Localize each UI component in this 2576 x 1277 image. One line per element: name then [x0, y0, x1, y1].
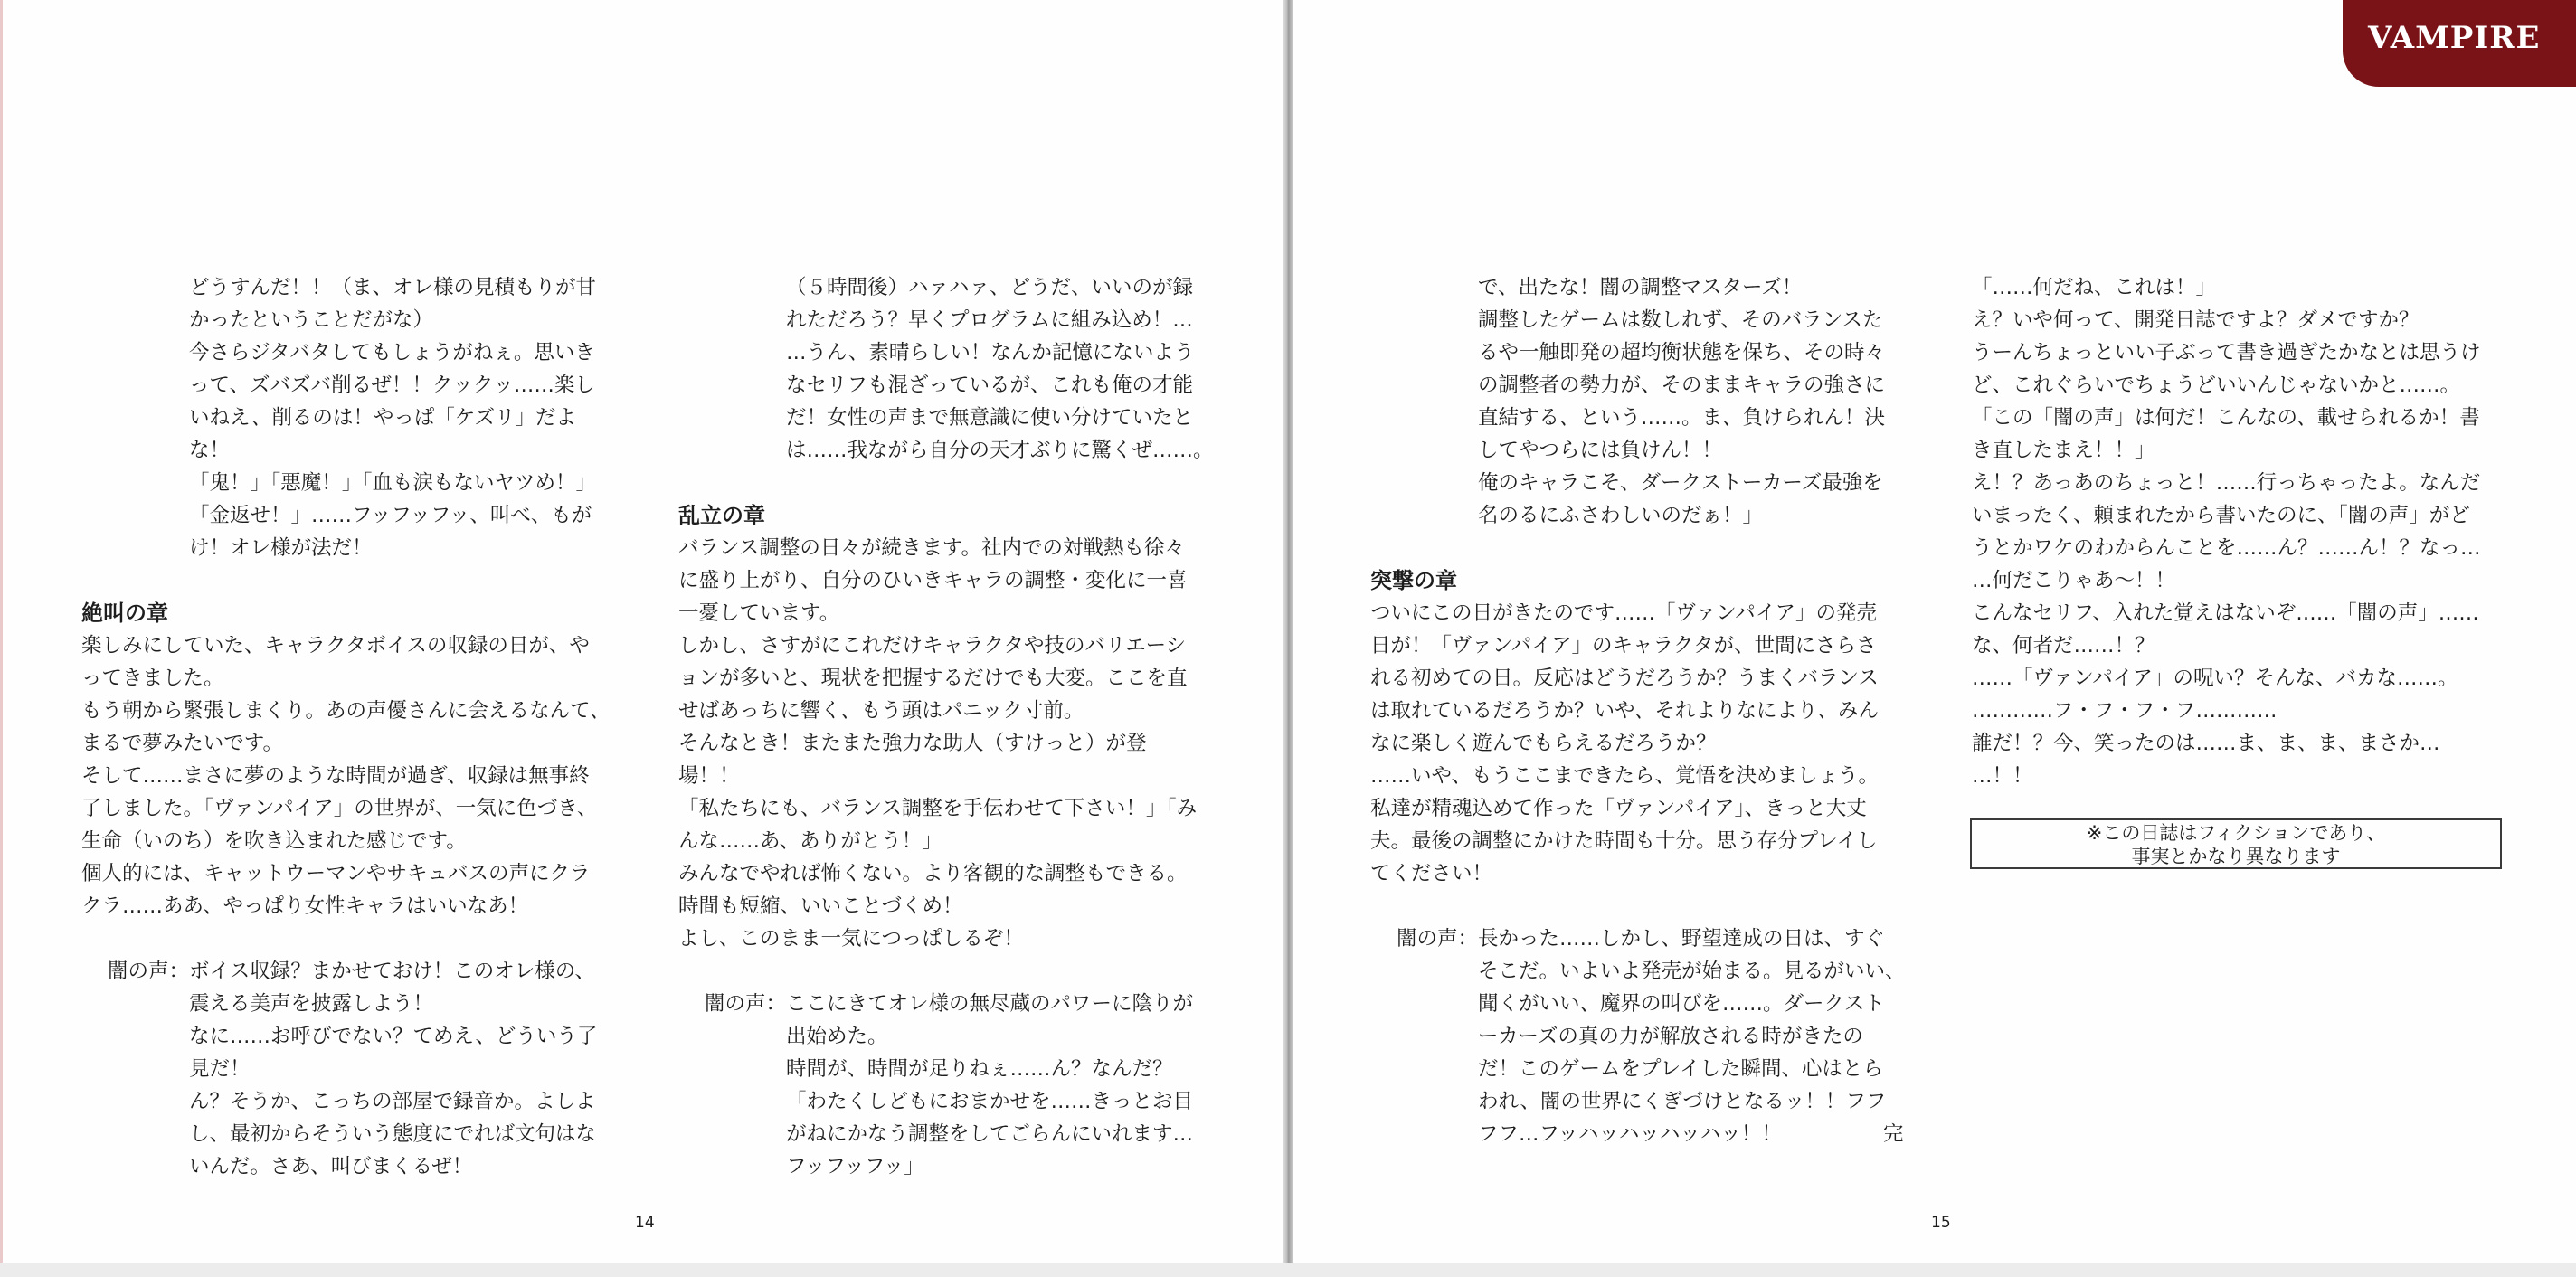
text-line: 生命（いのち）を吹き込まれた感じです。	[81, 829, 467, 853]
text-line: き直したまえ！！」	[1972, 439, 2155, 462]
disclaimer-line: ※この日誌はフィクションであり、	[2086, 822, 2386, 844]
text-line: フッフッフッ」	[786, 1155, 924, 1178]
text-line: 夫。最後の調整にかけた時間も十分。思う存分プレイし	[1370, 829, 1878, 853]
section-heading: 突撃の章	[1370, 568, 1457, 593]
text-line: 「金返せ！」……フッフッフッ、叫べ、もが	[189, 504, 592, 527]
text-line: な、何者だ……！？	[1972, 634, 2155, 657]
text-line: 俺のキャラこそ、ダークストーカーズ最強を	[1478, 471, 1883, 495]
text-line: だ！女性の声まで無意識に使い分けていたと	[786, 406, 1194, 430]
body-block	[1370, 597, 1931, 890]
text-line: 誰だ！？今、笑ったのは……ま、ま、ま、まさか…	[1972, 732, 2440, 755]
dark-voice-block	[1370, 922, 1931, 1150]
text-line: いんだ。さあ、叫びまくるぜ！	[189, 1155, 473, 1178]
text-line: の調整者の勢力が、そのままキャラの強さに	[1478, 374, 1886, 397]
dark-voice-block	[81, 955, 642, 1183]
text-line: な！	[189, 439, 231, 462]
page-14-column-2	[678, 271, 1239, 1183]
page-15-column-2	[1972, 271, 2533, 792]
text-line: んな……あ、ありがとう！」	[678, 829, 942, 853]
book-gutter	[1283, 0, 1293, 1277]
text-line: 「私たちにも、バランス調整を手伝わせて下さい！」「み	[678, 797, 1198, 820]
text-line: 「わたくしどもにおまかせを……きっとお目	[786, 1090, 1194, 1113]
text-line: われ、闇の世界にくぎづけとなるッ！！フフ	[1478, 1090, 1887, 1113]
text-line: フフ…フッハッハッハッハッ！！	[1478, 1122, 1782, 1146]
speaker-label: 闇の声：	[704, 992, 786, 1016]
text-line: 私達が精魂込めて作った「ヴァンパイア」、きっと大丈	[1370, 797, 1867, 820]
text-line: って、ズバズバ削るぜ！！クックッ……楽し	[189, 374, 595, 397]
disclaimer-line: 事実とかなり異なります	[2131, 846, 2341, 867]
text-line: 一憂しています。	[678, 601, 840, 625]
text-line: ど、これぐらいでちょうどいいんじゃないかと……。	[1972, 374, 2461, 397]
text-line: 直結する、という……。ま、負けられん！決	[1478, 406, 1886, 430]
text-line: どうすんだ！！（ま、オレ様の見積もりが甘	[189, 276, 597, 299]
text-line: なセリフも混ざっているが、これも俺の才能	[786, 374, 1194, 397]
page-number: 15	[1931, 1214, 1951, 1232]
text-line: …うん、素晴らしい！なんか記憶にないよう	[786, 341, 1195, 364]
text-line	[1370, 1118, 1931, 1150]
text-line: ん？そうか、こっちの部屋で録音か。よしよ	[189, 1090, 596, 1113]
text-line: ってきました。	[81, 667, 224, 690]
text-line: 日が！「ヴァンパイア」のキャラクタが、世間にさらさ	[1370, 634, 1877, 657]
text-line: れただろう？早くプログラムに組み込め！…	[786, 308, 1193, 332]
text-line: …何だこりゃあ〜！！	[1972, 569, 2176, 592]
text-line: うーんちょっといい子ぶって書き過ぎたかなとは思うけ	[1972, 341, 2481, 364]
text-line: してやつらには負けん！！	[1478, 439, 1723, 462]
body-block	[1972, 271, 2533, 792]
text-line: そこだ。いよいよ発売が始まる。見るがいい、	[1478, 960, 1906, 983]
text-line: しかし、さすがにこれだけキャラクタや技のバリエーシ	[678, 634, 1187, 657]
page-14-column-1	[81, 271, 642, 1183]
end-mark: 完	[1883, 1122, 1904, 1146]
text-line: 「……何だね、これは！」	[1972, 276, 2217, 299]
text-line: だ！このゲームをプレイした瞬間、心はとら	[1478, 1057, 1883, 1081]
text-line: 聞くがいい、魔界の叫びを……。ダークスト	[1478, 992, 1885, 1016]
text-line: し、最初からそういう態度にでれば文句はな	[189, 1122, 597, 1146]
text-line: こんなセリフ、入れた覚えはないぞ……「闇の声」……	[1972, 601, 2479, 625]
voice-first-line	[1370, 922, 1931, 955]
text-line: え！？あっあのちょっと！……行っちゃったよ。なんだ	[1972, 471, 2481, 495]
text-line: 個人的には、キャットウーマンやサキュバスの声にクラ	[81, 862, 591, 885]
text-line: 「鬼！」「悪魔！」「血も涙もないヤツめ！」	[189, 471, 597, 495]
scan-bottom-edge	[0, 1263, 2576, 1277]
text-line: ここにきてオレ様の無尽蔵のパワーに陰りが	[786, 992, 1194, 1016]
text-line: に盛り上がり、自分のひいきキャラの調整・変化に一喜	[678, 569, 1188, 592]
text-line: いねえ、削るのは！やっぱ「ケズリ」だよ	[189, 406, 576, 430]
page-edge	[0, 0, 3, 1277]
vampire-logo	[2343, 0, 2576, 87]
text-line: …！！	[1972, 764, 2033, 788]
text-line: バランス調整の日々が続きます。社内での対戦熱も徐々	[678, 536, 1186, 560]
intro-block	[678, 271, 1239, 467]
text-line: ついにこの日がきたのです……「ヴァンパイア」の発売	[1370, 601, 1878, 625]
text-line: 今さらジタバタしてもしょうがねぇ。思いき	[189, 341, 595, 364]
body-block	[678, 532, 1239, 955]
voice-first-line	[81, 955, 642, 988]
section-heading: 乱立の章	[678, 503, 765, 528]
text-line: 長かった……しかし、野望達成の日は、すぐ	[1478, 927, 1886, 951]
text-line: け！オレ様が法だ！	[189, 536, 373, 560]
text-line: …………フ・フ・フ・フ…………	[1972, 699, 2278, 723]
intro-block	[81, 271, 642, 564]
speaker-label: 闇の声：	[107, 960, 189, 983]
speaker-label: 闇の声：	[1396, 927, 1478, 951]
text-line: 時間が、時間が足りねぇ……ん？なんだ？	[786, 1057, 1173, 1081]
text-line: は取れているだろうか？いや、それよりなにより、みん	[1370, 699, 1880, 723]
text-line: れる初めての日。反応はどうだろうか？うまくバランス	[1370, 667, 1879, 690]
text-line: もう朝から緊張しまくり。あの声優さんに会えるなんて、	[81, 699, 611, 723]
text-line: るや一触即発の超均衡状態を保ち、その時々	[1478, 341, 1886, 364]
text-line: で、出たな！闇の調整マスターズ！	[1478, 276, 1803, 299]
text-line: がねにかなう調整をしてごらんにいれます…	[786, 1122, 1194, 1146]
dark-voice-block	[678, 988, 1239, 1183]
text-line: 了しました。「ヴァンパイア」の世界が、一気に色づき、	[81, 797, 598, 820]
text-line: 出始めた。	[786, 1025, 888, 1048]
text-line: 震える美声を披露しよう！	[189, 992, 434, 1016]
text-line: いまったく、頼まれたから書いたのに、「闇の声」がど	[1972, 504, 2470, 527]
text-line: 「この「闇の声」は何だ！こんなの、載せられるか！書	[1972, 406, 2480, 430]
text-line: 楽しみにしていた、キャラクタボイスの収録の日が、や	[81, 634, 590, 657]
fiction-disclaimer-box	[1970, 818, 2502, 869]
body-block	[81, 629, 642, 922]
page-number: 14	[635, 1214, 655, 1232]
text-line: 名のるにふさわしいのだぁ！」	[1478, 504, 1764, 527]
text-line: 場！！	[678, 764, 740, 788]
text-line: ボイス収録？まかせておけ！このオレ様の、	[189, 960, 595, 983]
voice-first-line	[678, 988, 1239, 1020]
logo-text: VAMPIRE	[2368, 20, 2541, 56]
text-line: え？いや何って、開発日誌ですよ？ダメですか？	[1972, 308, 2420, 332]
intro-block	[1370, 271, 1931, 532]
section-heading: 絶叫の章	[81, 601, 168, 626]
text-line: ョンが多いと、現状を把握するだけでも大変。ここを直	[678, 667, 1188, 690]
text-line: 見だ！	[189, 1057, 251, 1081]
text-line: 時間も短縮、いいことづくめ！	[678, 894, 963, 918]
text-line: うとかワケのわからんことを……ん？……ん！？なっ…	[1972, 536, 2481, 560]
page-15-column-1	[1370, 271, 1931, 1150]
text-line: ……「ヴァンパイア」の呪い？そんな、バカな……。	[1972, 667, 2458, 690]
text-line: クラ……ああ、やっぱり女性キャラはいいなあ！	[81, 894, 529, 918]
text-line: そして……まさに夢のような時間が過ぎ、収録は無事終	[81, 764, 590, 788]
text-line: かったということだがな）	[189, 308, 434, 332]
text-line: せばあっちに響く、もう頭はパニック寸前。	[678, 699, 1084, 723]
text-line: みんなでやれば怖くない。より客観的な調整もできる。	[678, 862, 1188, 885]
text-line: ……いや、もうここまできたら、覚悟を決めましょう。	[1370, 764, 1880, 788]
text-line: なに……お呼びでない？てめえ、どういう了	[189, 1025, 598, 1048]
text-line: は……我ながら自分の天才ぶりに驚くぜ……。	[786, 439, 1214, 462]
text-line: よし、このまま一気につっぱしるぞ！	[678, 927, 1024, 951]
text-line: 調整したゲームは数しれず、そのバランスた	[1478, 308, 1883, 332]
text-line: ーカーズの真の力が解放される時がきたの	[1478, 1025, 1863, 1048]
text-line: そんなとき！またまた強力な助人（すけっと）が登	[678, 732, 1147, 755]
text-line: （５時間後）ハァハァ、どうだ、いいのが録	[786, 276, 1194, 299]
text-line: なに楽しく遊んでもらえるだろうか？	[1370, 732, 1717, 755]
text-line: てください！	[1370, 862, 1493, 885]
text-line: まるで夢みたいです。	[81, 732, 283, 755]
